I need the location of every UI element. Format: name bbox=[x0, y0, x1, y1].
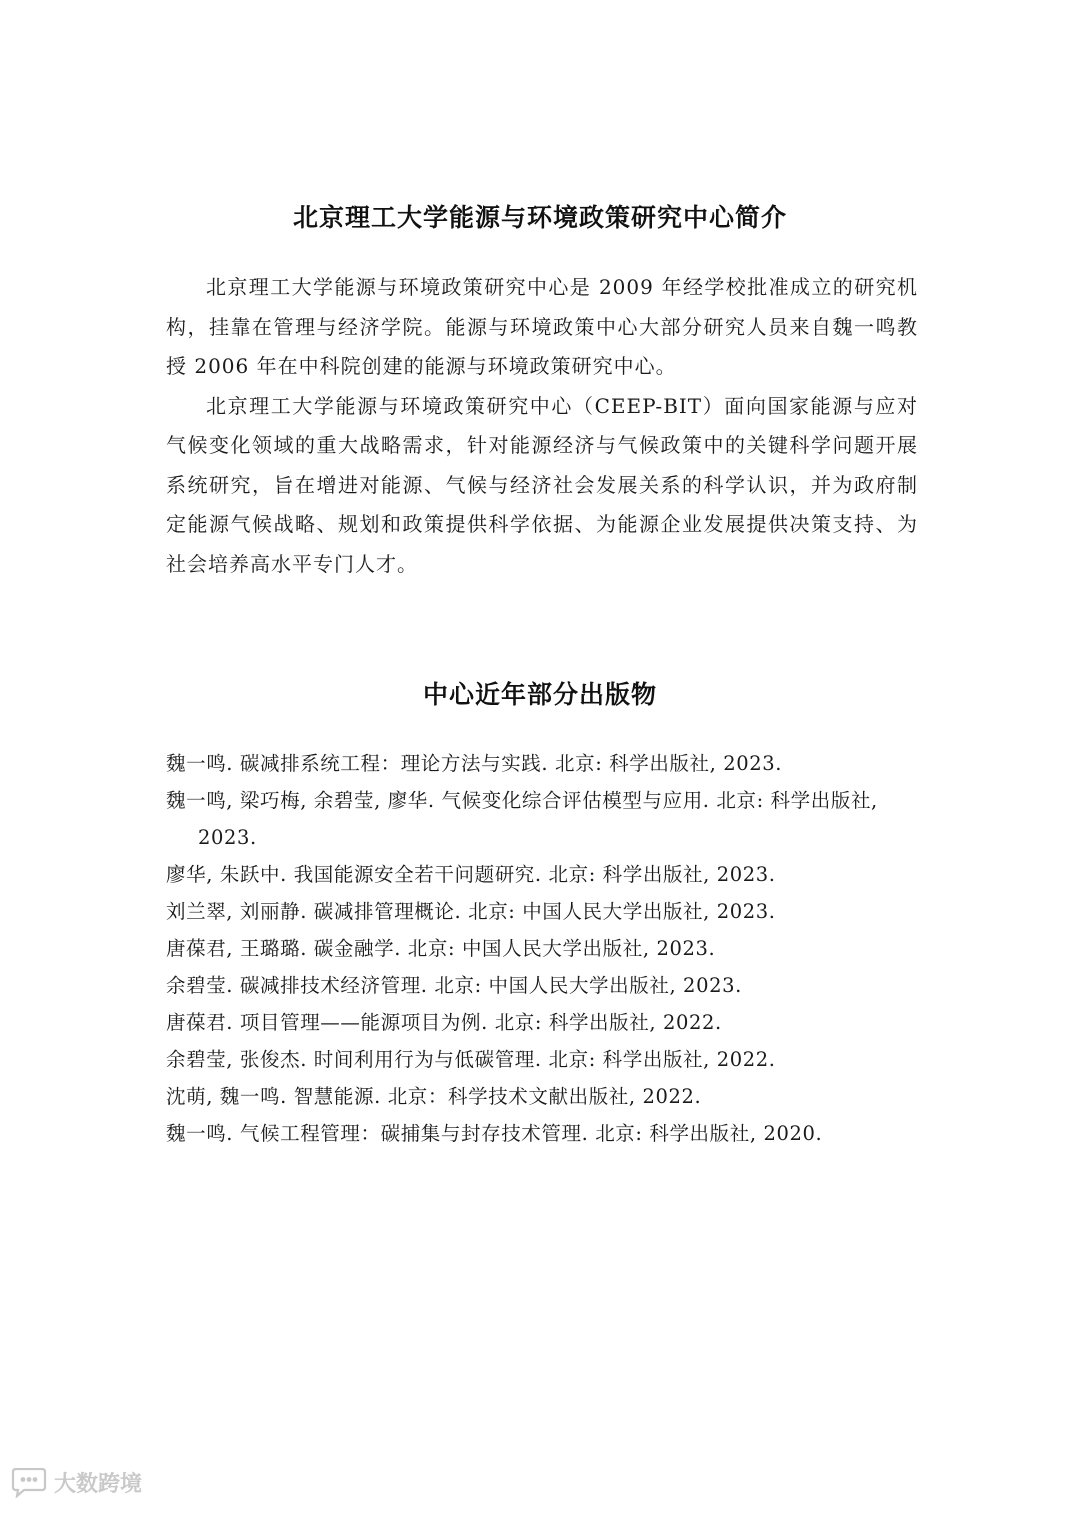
publication-item: 余碧莹. 碳减排技术经济管理. 北京: 中国人民大学出版社, 2023. bbox=[166, 974, 742, 997]
publication-item: 魏一鸣. 碳减排系统工程：理论方法与实践. 北京: 科学出版社, 2023. bbox=[166, 752, 783, 775]
intro-body bbox=[166, 268, 918, 584]
intro-paragraph: 北京理工大学能源与环境政策研究中心是 2009 年经学校批准成立的研究机构，挂靠在管理与经济学院。能源与环境政策中心大部分研究人员来自魏一鸣教授 2006 年在中科院创建的能源与环境政策研究中心。 bbox=[166, 275, 918, 378]
publication-item: 魏一鸣. 气候工程管理：碳捕集与封存技术管理. 北京: 科学出版社, 2020. bbox=[166, 1122, 823, 1145]
publication-item: 唐葆君, 王璐璐. 碳金融学. 北京: 中国人民大学出版社, 2023. bbox=[166, 937, 716, 960]
publication-item: 廖华, 朱跃中. 我国能源安全若干问题研究. 北京: 科学出版社, 2023. bbox=[166, 863, 776, 886]
publication-list bbox=[166, 745, 918, 1152]
chat-bubble-icon bbox=[10, 1468, 48, 1498]
publications-title: 中心近年部分出版物 bbox=[422, 680, 657, 709]
intro-title: 北京理工大学能源与环境政策研究中心简介 bbox=[292, 203, 787, 232]
watermark bbox=[10, 1467, 142, 1498]
publication-item: 余碧莹, 张俊杰. 时间利用行为与低碳管理. 北京: 科学出版社, 2022. bbox=[166, 1048, 776, 1071]
publication-item: 唐葆君. 项目管理——能源项目为例. 北京: 科学出版社, 2022. bbox=[166, 1011, 722, 1034]
intro-paragraph: 北京理工大学能源与环境政策研究中心（CEEP-BIT）面向国家能源与应对气候变化领域的重大战略需求，针对能源经济与气候政策中的关键科学问题开展系统研究，旨在增进对能源、气候与经济社会发展关系的科学认识，并为政府制定能源气候战略、规划和政策提供科学依据、为能源企业发展提供决策支持、为社会培养高水平专门人才。 bbox=[166, 393, 918, 576]
publication-item: 魏一鸣, 梁巧梅, 余碧莹, 廖华. 气候变化综合评估模型与应用. 北京: 科学出版社, 2023. bbox=[166, 789, 878, 849]
publication-item: 沈萌, 魏一鸣. 智慧能源. 北京：科学技术文献出版社, 2022. bbox=[166, 1085, 702, 1108]
watermark-text: 大数跨境 bbox=[54, 1472, 143, 1497]
publication-item: 刘兰翠, 刘丽静. 碳减排管理概论. 北京: 中国人民大学出版社, 2023. bbox=[166, 900, 776, 923]
